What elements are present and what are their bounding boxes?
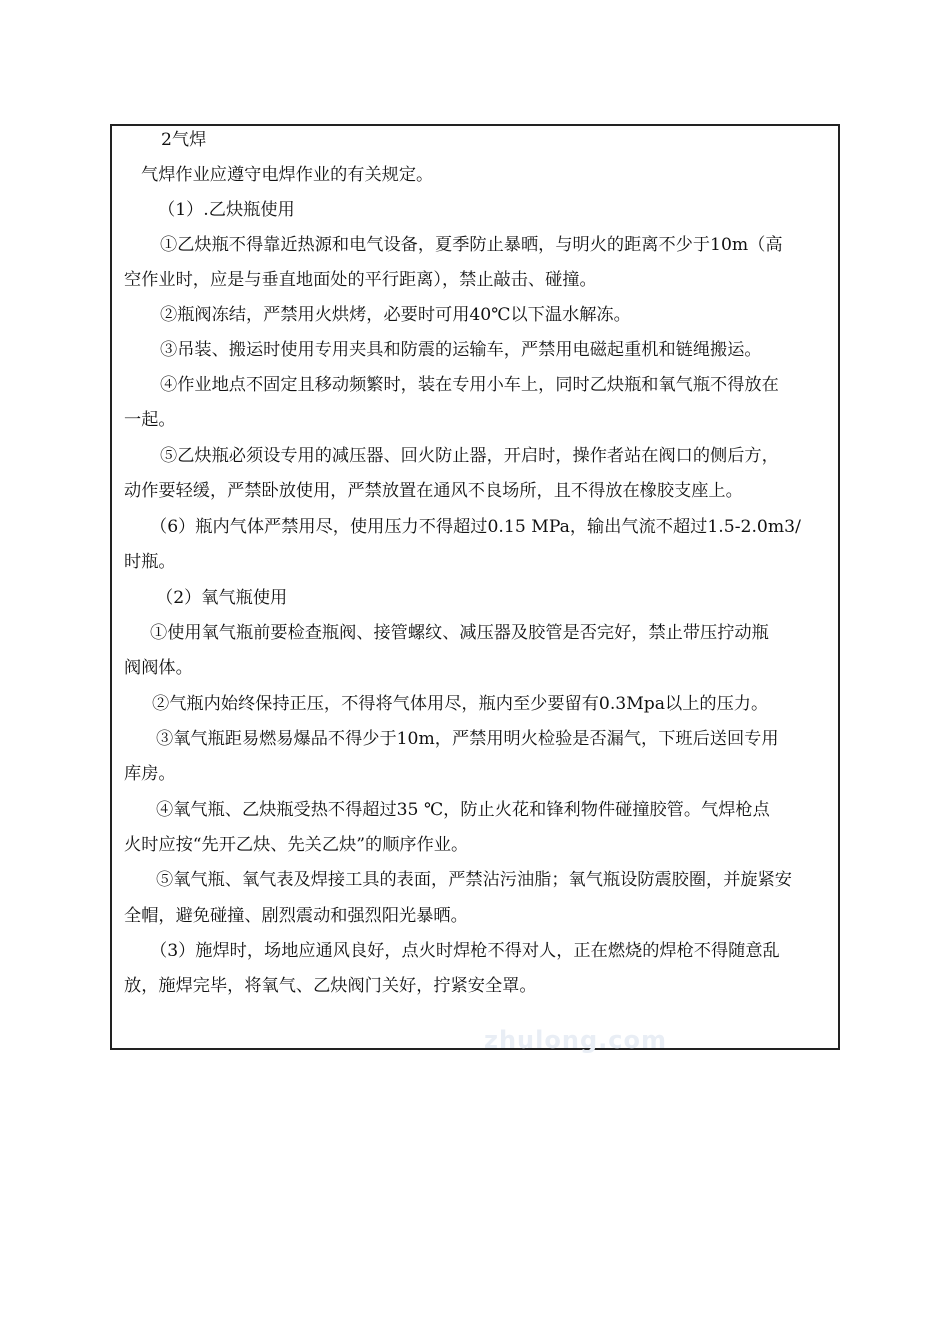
paragraph-line: ⑤氧气瓶、氧气表及焊接工具的表面，严禁沾污油脂；氧气瓶设防震胶圈，并旋紧安 — [156, 870, 792, 890]
watermark: zhulong.com — [484, 1026, 667, 1054]
section-heading-gas-welding: 2气焊 — [161, 130, 207, 150]
paragraph-line: 时瓶。 — [124, 552, 176, 572]
paragraph-line: 库房。 — [124, 764, 176, 784]
paragraph-line: 气焊作业应遵守电焊作业的有关规定。 — [141, 165, 434, 185]
paragraph-line: ④氧气瓶、乙炔瓶受热不得超过35 ℃，防止火花和锋利物件碰撞胶管。气焊枪点 — [156, 800, 770, 820]
paragraph-line: 一起。 — [124, 410, 176, 430]
paragraph-line: 全帽，避免碰撞、剧烈震动和强烈阳光暴晒。 — [124, 906, 468, 926]
document-frame — [110, 124, 840, 1050]
paragraph-line: 空作业时，应是与垂直地面处的平行距离），禁止敲击、碰撞。 — [124, 270, 597, 290]
paragraph-line: ①乙炔瓶不得靠近热源和电气设备，夏季防止暴晒，与明火的距离不少于10m（高 — [160, 235, 783, 255]
paragraph-line: ③氧气瓶距易燃易爆品不得少于10m，严禁用明火检验是否漏气，下班后送回专用 — [156, 729, 779, 749]
paragraph-line: ⑤乙炔瓶必须设专用的减压器、回火防止器，开启时，操作者站在阀口的侧后方， — [160, 446, 779, 466]
subsection-heading-acetylene: （1）.乙炔瓶使用 — [158, 200, 295, 220]
paragraph-line: ②瓶阀冻结，严禁用火烘烤，必要时可用40℃以下温水解冻。 — [160, 305, 631, 325]
paragraph-line: 阀阀体。 — [124, 658, 193, 678]
paragraph-line: （3）施焊时，场地应通风良好，点火时焊枪不得对人，正在燃烧的焊枪不得随意乱 — [150, 941, 780, 961]
paragraph-line: ①使用氧气瓶前要检查瓶阀、接管螺纹、减压器及胶管是否完好，禁止带压拧动瓶 — [150, 623, 769, 643]
paragraph-line: ③吊装、搬运时使用专用夹具和防震的运输车，严禁用电磁起重机和链绳搬运。 — [160, 340, 762, 360]
paragraph-line: 放，施焊完毕，将氧气、乙炔阀门关好，拧紧安全罩。 — [124, 976, 537, 996]
paragraph-line: 动作要轻缓，严禁卧放使用，严禁放置在通风不良场所，且不得放在橡胶支座上。 — [124, 481, 743, 501]
paragraph-line: 火时应按“先开乙炔、先关乙炔”的顺序作业。 — [124, 835, 469, 855]
paragraph-line: （6）瓶内气体严禁用尽，使用压力不得超过0.15 MPa，输出气流不超过1.5-2.0m3/ — [150, 517, 801, 537]
paragraph-line: ④作业地点不固定且移动频繁时，装在专用小车上，同时乙炔瓶和氧气瓶不得放在 — [160, 375, 779, 395]
subsection-heading-oxygen: （2）氧气瓶使用 — [156, 588, 288, 608]
paragraph-line: ②气瓶内始终保持正压，不得将气体用尽，瓶内至少要留有0.3Mpa以上的压力。 — [152, 694, 769, 714]
